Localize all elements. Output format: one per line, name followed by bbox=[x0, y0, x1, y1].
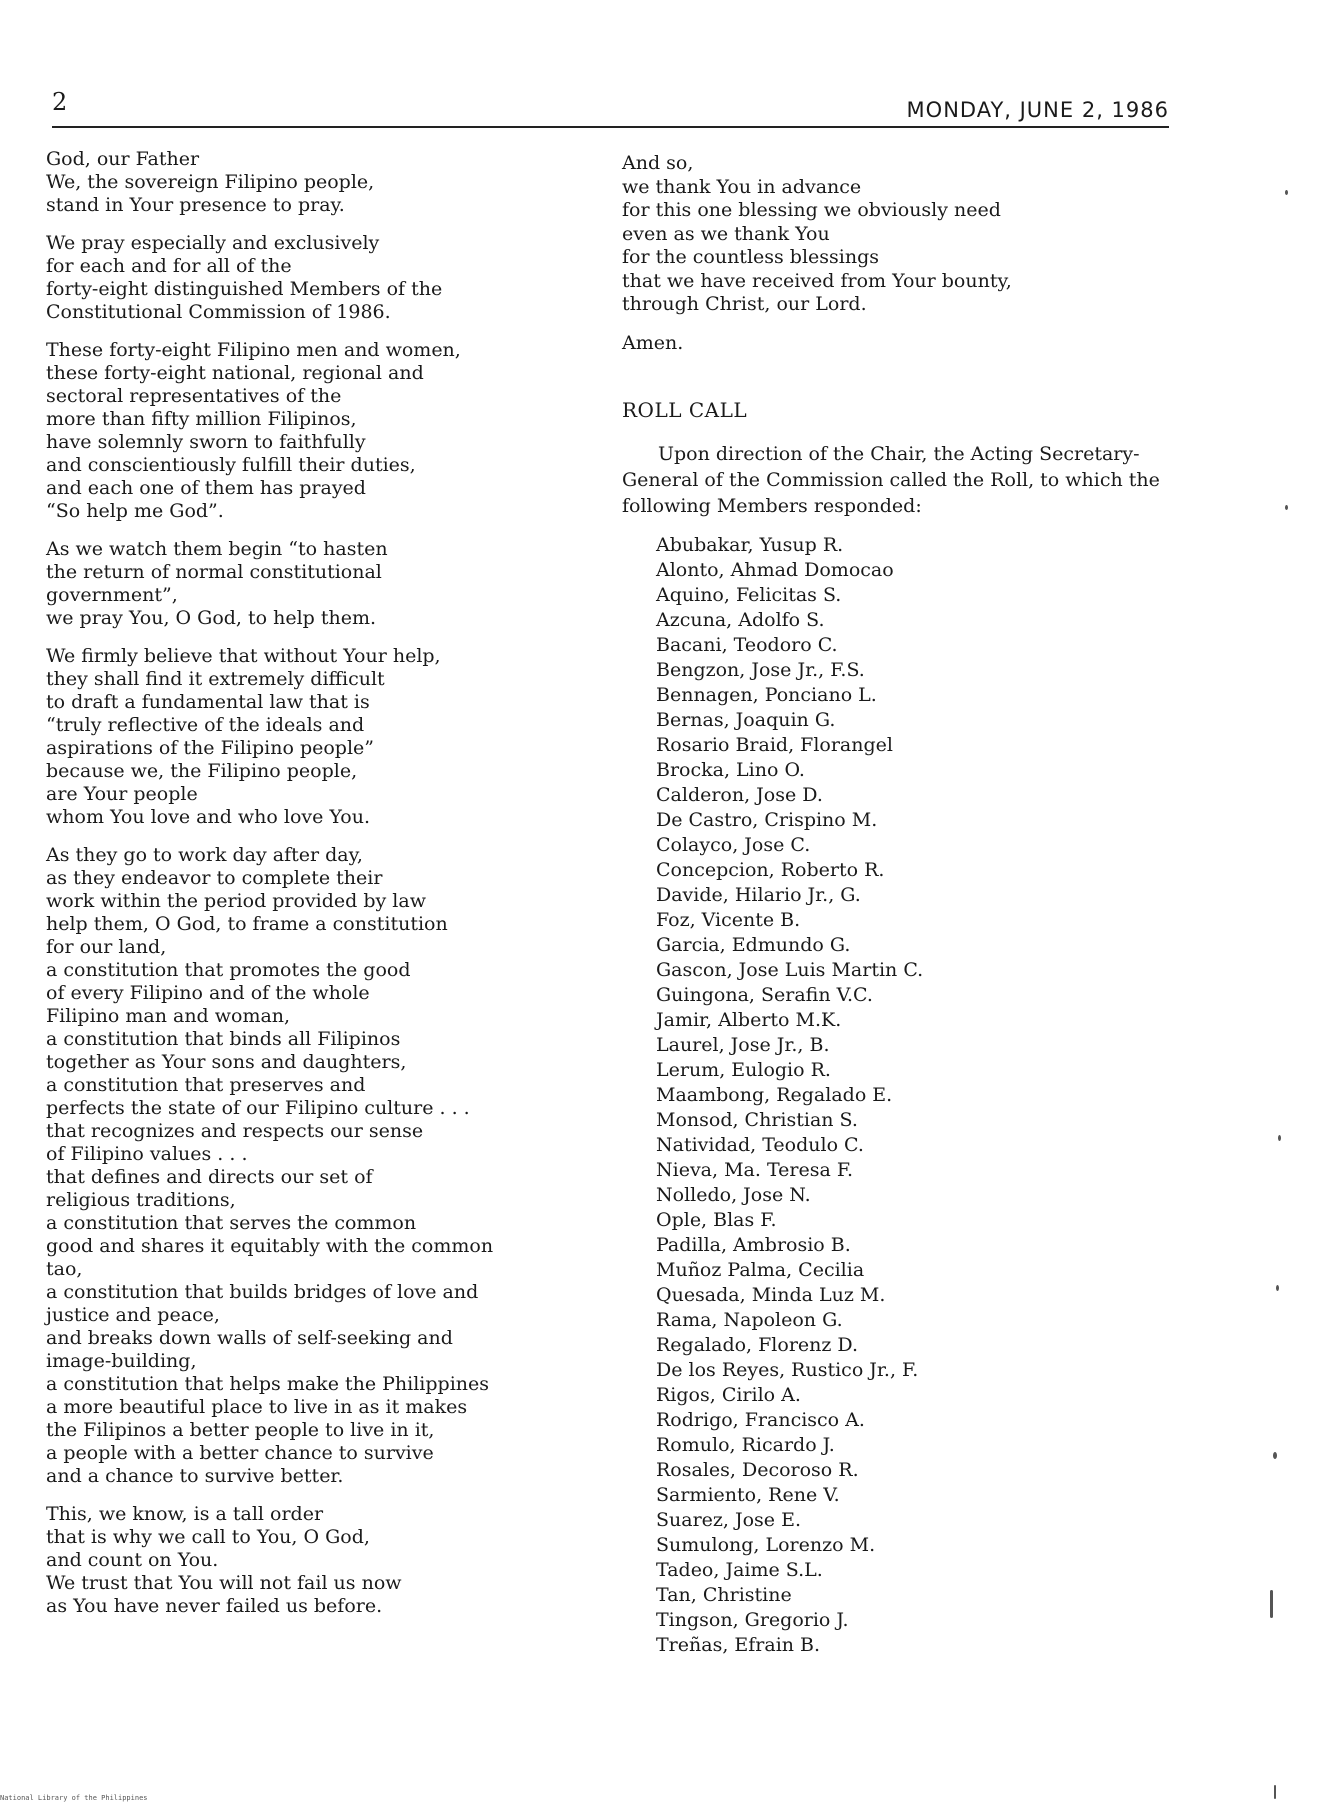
scan-speck bbox=[1270, 1590, 1273, 1618]
prayer-line: sectoral representatives of the bbox=[46, 385, 342, 407]
header-rule bbox=[52, 126, 1169, 128]
prayer-column bbox=[46, 148, 516, 1633]
prayer-line: that defines and directs our set of bbox=[46, 1166, 373, 1188]
prayer-line: a constitution that preserves and bbox=[46, 1074, 366, 1096]
roll-call-member: Natividad, Teodulo C. bbox=[656, 1133, 864, 1156]
prayer-line: image-building, bbox=[46, 1350, 197, 1372]
roll-call-member: Padilla, Ambrosio B. bbox=[656, 1233, 851, 1256]
prayer-line: help them, O God, to frame a constitution bbox=[46, 913, 448, 935]
scan-speck bbox=[1285, 190, 1288, 195]
roll-call-member: Regalado, Florenz D. bbox=[656, 1333, 859, 1356]
prayer-line: whom You love and who love You. bbox=[46, 806, 371, 828]
prayer-line: We, the sovereign Filipino people, bbox=[46, 171, 375, 193]
roll-call-member: Tadeo, Jaime S.L. bbox=[656, 1558, 823, 1581]
prayer-line: good and shares it equitably with the common bbox=[46, 1235, 494, 1257]
prayer-line: of Filipino values . . . bbox=[46, 1143, 248, 1165]
header-date: MONDAY, JUNE 2, 1986 bbox=[906, 98, 1169, 122]
roll-call-member: Sumulong, Lorenzo M. bbox=[656, 1533, 876, 1556]
roll-call-intro: Upon direction of the Chair, the Acting Secretary-General of the Commission called the Roll, to which the following Members responded: bbox=[622, 442, 1160, 517]
roll-call-member: Treñas, Efrain B. bbox=[656, 1633, 821, 1656]
roll-call-member: Rigos, Cirilo A. bbox=[656, 1383, 801, 1406]
roll-call-member: Nieva, Ma. Teresa F. bbox=[656, 1158, 854, 1181]
roll-call-member: Bacani, Teodoro C. bbox=[656, 633, 838, 656]
roll-call-list bbox=[656, 533, 1182, 1658]
roll-call-member: Calderon, Jose D. bbox=[656, 783, 823, 806]
prayer-line: As we watch them begin “to hasten bbox=[46, 538, 388, 560]
prayer-line: as they endeavor to complete their bbox=[46, 867, 383, 889]
roll-call-member: Rosales, Decoroso R. bbox=[656, 1458, 859, 1481]
prayer-line: through Christ, our Lord. bbox=[622, 293, 867, 315]
prayer-line: Constitutional Commission of 1986. bbox=[46, 301, 391, 323]
prayer-line: and count on You. bbox=[46, 1549, 219, 1571]
prayer-stanza bbox=[46, 538, 516, 630]
prayer-line: that we have received from Your bounty, bbox=[622, 269, 1012, 292]
page-number: 2 bbox=[52, 88, 68, 116]
roll-call-member: Azcuna, Adolfo S. bbox=[656, 608, 825, 631]
prayer-stanza bbox=[46, 844, 516, 1488]
prayer-line: work within the period provided by law bbox=[46, 890, 426, 912]
roll-call-member: De los Reyes, Rustico Jr., F. bbox=[656, 1358, 919, 1381]
prayer-line: tao, bbox=[46, 1258, 83, 1280]
roll-call-member: De Castro, Crispino M. bbox=[656, 808, 878, 831]
roll-call-member: Nolledo, Jose N. bbox=[656, 1183, 811, 1206]
prayer-line: because we, the Filipino people, bbox=[46, 760, 358, 782]
roll-call-heading: ROLL CALL bbox=[622, 398, 748, 422]
prayer-line: even as we thank You bbox=[622, 222, 830, 245]
prayer-line: that is why we call to You, O God, bbox=[46, 1526, 370, 1548]
roll-call-member: Tingson, Gregorio J. bbox=[656, 1608, 849, 1631]
prayer-line: God, our Father bbox=[46, 148, 200, 170]
prayer-line: aspirations of the Filipino people” bbox=[46, 737, 374, 759]
prayer-stanza bbox=[46, 645, 516, 829]
prayer-line: we thank You in advance bbox=[622, 175, 862, 198]
prayer-line: a constitution that binds all Filipinos bbox=[46, 1028, 401, 1050]
prayer-line: “truly reflective of the ideals and bbox=[46, 714, 365, 736]
roll-call-member: Quesada, Minda Luz M. bbox=[656, 1283, 886, 1306]
roll-call-member: Abubakar, Yusup R. bbox=[656, 533, 844, 556]
roll-call-member: Bengzon, Jose Jr., F.S. bbox=[656, 658, 865, 681]
prayer-line: We firmly believe that without Your help, bbox=[46, 645, 441, 667]
scan-speck bbox=[1285, 505, 1288, 510]
prayer-line: more than fifty million Filipinos, bbox=[46, 408, 357, 430]
prayer-amen: Amen. bbox=[622, 331, 684, 354]
roll-call-member: Lerum, Eulogio R. bbox=[656, 1058, 831, 1081]
prayer-line: a more beautiful place to live in as it makes bbox=[46, 1396, 468, 1418]
roll-call-member: Concepcion, Roberto R. bbox=[656, 858, 885, 881]
prayer-line: for the countless blessings bbox=[622, 246, 880, 268]
prayer-line: These forty-eight Filipino men and women, bbox=[46, 339, 461, 361]
prayer-line: As they go to work day after day, bbox=[46, 844, 363, 866]
prayer-line: we pray You, O God, to help them. bbox=[46, 607, 377, 629]
prayer-stanza bbox=[46, 1503, 516, 1618]
roll-call-member: Gascon, Jose Luis Martin C. bbox=[656, 958, 924, 981]
scan-speck bbox=[1276, 1285, 1279, 1291]
prayer-stanza bbox=[46, 339, 516, 523]
roll-call-member: Monsod, Christian S. bbox=[656, 1108, 858, 1131]
roll-call-member: Colayco, Jose C. bbox=[656, 833, 811, 856]
prayer-line: “So help me God”. bbox=[46, 500, 224, 522]
roll-call-member: Romulo, Ricardo J. bbox=[656, 1433, 835, 1456]
prayer-line: a constitution that helps make the Philippines bbox=[46, 1373, 490, 1395]
prayer-line: a constitution that serves the common bbox=[46, 1212, 417, 1234]
prayer-line: these forty-eight national, regional and bbox=[46, 362, 424, 384]
prayer-line: We trust that You will not fail us now bbox=[46, 1572, 402, 1594]
roll-call-member: Rosario Braid, Florangel bbox=[656, 733, 893, 756]
prayer-line: together as Your sons and daughters, bbox=[46, 1051, 407, 1073]
prayer-line: We pray especially and exclusively bbox=[46, 232, 380, 254]
prayer-line: a people with a better chance to survive bbox=[46, 1442, 434, 1464]
roll-call-member: Rama, Napoleon G. bbox=[656, 1308, 843, 1331]
scan-footer-label: National Library of the Philippines bbox=[0, 1794, 148, 1802]
roll-call-member: Brocka, Lino O. bbox=[656, 758, 805, 781]
prayer-line: for this one blessing we obviously need bbox=[622, 199, 1001, 221]
roll-call-member: Sarmiento, Rene V. bbox=[656, 1483, 840, 1506]
scan-speck bbox=[1273, 1452, 1277, 1459]
prayer-line: a constitution that promotes the good bbox=[46, 959, 411, 981]
roll-call-member: Laurel, Jose Jr., B. bbox=[656, 1033, 830, 1056]
scan-speck bbox=[1274, 1785, 1276, 1799]
roll-call-member: Garcia, Edmundo G. bbox=[656, 933, 851, 956]
prayer-line: and breaks down walls of self-seeking and bbox=[46, 1327, 453, 1349]
prayer-line: that recognizes and respects our sense bbox=[46, 1120, 424, 1142]
roll-call-member: Rodrigo, Francisco A. bbox=[656, 1408, 865, 1431]
prayer-line: as You have never failed us before. bbox=[46, 1595, 383, 1617]
prayer-line: forty-eight distinguished Members of the bbox=[46, 278, 443, 300]
prayer-line: the Filipinos a better people to live in it, bbox=[46, 1419, 435, 1441]
prayer-line: to draft a fundamental law that is bbox=[46, 691, 370, 713]
prayer-line: and a chance to survive better. bbox=[46, 1465, 344, 1487]
roll-call-member: Bernas, Joaquin G. bbox=[656, 708, 836, 731]
prayer-line: justice and peace, bbox=[46, 1304, 220, 1326]
roll-call-member: Bennagen, Ponciano L. bbox=[656, 683, 877, 706]
prayer-line: stand in Your presence to pray. bbox=[46, 194, 345, 216]
prayer-stanza bbox=[46, 232, 516, 324]
roll-call-member: Tan, Christine bbox=[656, 1583, 792, 1606]
prayer-line: This, we know, is a tall order bbox=[46, 1503, 324, 1525]
prayer-line: And so, bbox=[622, 152, 694, 174]
prayer-line: for each and for all of the bbox=[46, 255, 292, 277]
prayer-line: government”, bbox=[46, 584, 178, 606]
roll-call-member: Aquino, Felicitas S. bbox=[656, 583, 842, 606]
prayer-line: of every Filipino and of the whole bbox=[46, 982, 370, 1004]
prayer-closing bbox=[622, 152, 1182, 317]
roll-call-member: Maambong, Regalado E. bbox=[656, 1083, 893, 1106]
roll-call-member: Foz, Vicente B. bbox=[656, 908, 801, 931]
scan-speck bbox=[1278, 1135, 1281, 1141]
prayer-stanza bbox=[46, 148, 516, 217]
roll-call-member: Muñoz Palma, Cecilia bbox=[656, 1258, 865, 1281]
roll-call-member: Jamir, Alberto M.K. bbox=[656, 1008, 842, 1031]
prayer-line: perfects the state of our Filipino culture . . . bbox=[46, 1097, 470, 1119]
prayer-line: they shall find it extremely difficult bbox=[46, 668, 385, 690]
roll-call-member: Alonto, Ahmad Domocao bbox=[656, 558, 894, 581]
prayer-line: the return of normal constitutional bbox=[46, 561, 382, 583]
roll-call-member: Suarez, Jose E. bbox=[656, 1508, 801, 1531]
prayer-line: are Your people bbox=[46, 783, 198, 805]
prayer-line: for our land, bbox=[46, 936, 167, 958]
prayer-line: have solemnly sworn to faithfully bbox=[46, 431, 366, 453]
roll-call-member: Guingona, Serafin V.C. bbox=[656, 983, 873, 1006]
roll-call-member: Davide, Hilario Jr., G. bbox=[656, 883, 861, 906]
right-column bbox=[622, 152, 1182, 1658]
prayer-line: Filipino man and woman, bbox=[46, 1005, 291, 1027]
prayer-line: a constitution that builds bridges of love and bbox=[46, 1281, 479, 1303]
prayer-line: and each one of them has prayed bbox=[46, 477, 366, 499]
roll-call-member: Ople, Blas F. bbox=[656, 1208, 777, 1231]
prayer-line: and conscientiously fulfill their duties, bbox=[46, 454, 416, 476]
prayer-line: religious traditions, bbox=[46, 1189, 236, 1211]
